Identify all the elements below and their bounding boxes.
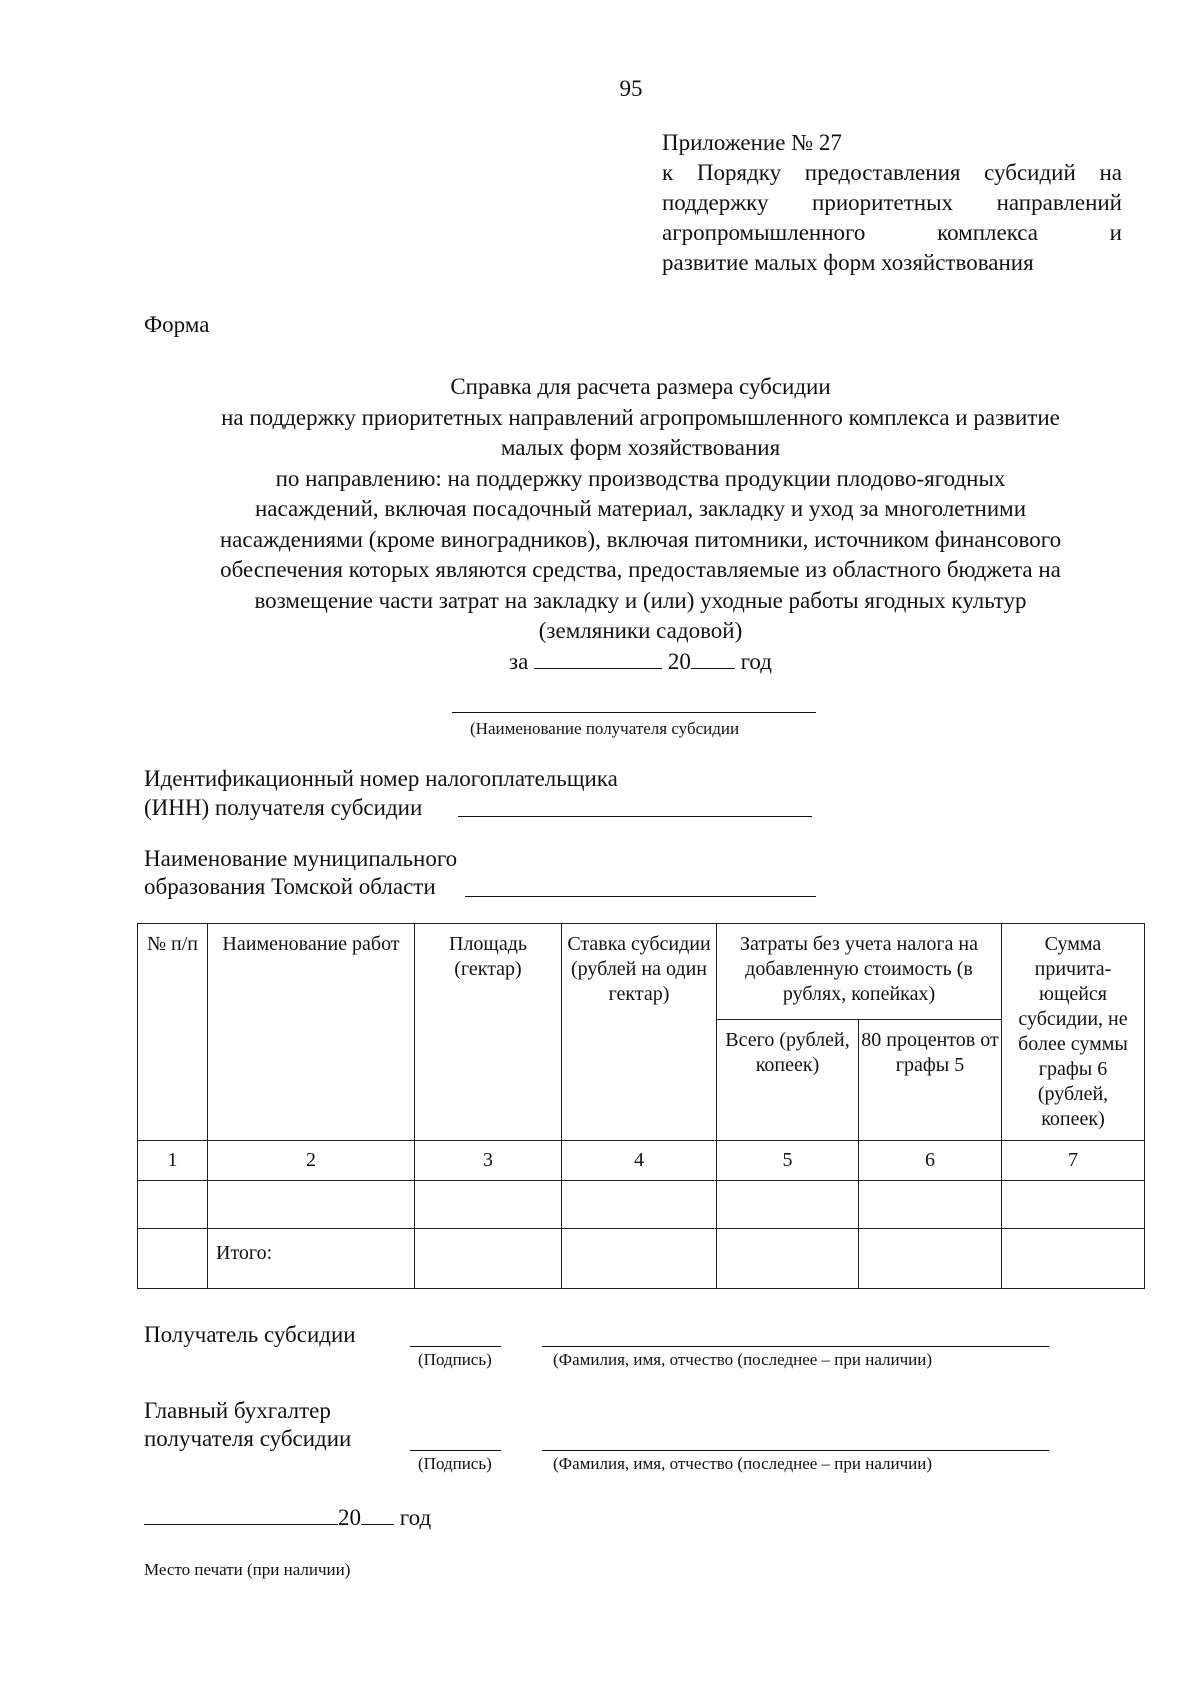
inn-field[interactable] [458,816,812,817]
period-line [137,647,1144,678]
cell[interactable] [138,1181,208,1229]
header-number: № п/п [138,924,208,1141]
accountant-label-2: получателя субсидии [144,1426,352,1451]
date-line [144,1504,431,1531]
date-suffix: год [399,1505,432,1530]
appendix-line: к Порядку предоставления субсидий на [662,160,1122,185]
cell[interactable] [717,1229,859,1289]
header-area: Площадь (гектар) [415,924,562,1141]
header-costs-group: Затраты без учета налога на добавленную стоимость (в рублях, копейках) [717,924,1002,1020]
cell[interactable] [1002,1181,1145,1229]
column-number: 4 [562,1141,717,1181]
header-rate: Ставка субсидии (рублей на один гектар) [562,924,717,1141]
column-number: 1 [138,1141,208,1181]
municipality-field[interactable] [465,896,816,897]
accountant-fullname-line[interactable] [542,1450,1049,1451]
heading-line: по направлению: на поддержку производства продукции плодово-ягодных [275,465,1006,491]
recipient-name-caption: (Наименование получателя субсидии [470,719,740,738]
fullname-caption: (Фамилия, имя, отчество (последнее – при наличии) [553,1454,933,1473]
accountant-label-1: Главный бухгалтер [144,1398,331,1423]
inn-label-1: Идентификационный номер налогоплательщика [144,766,618,791]
header-80-percent: 80 процентов от графы 5 [859,1020,1002,1141]
heading-line: возмещение части затрат на закладку и (или) уходные работы ягодных культур [254,587,1027,613]
signature-caption: (Подпись) [418,1454,492,1473]
period-suffix: год [740,648,772,674]
municipality-label-2: образования Томской области [144,874,436,899]
heading-line: обеспечения которых являются средства, предоставляемые из областного бюджета на [220,557,1061,582]
date-blank[interactable] [144,1504,338,1525]
heading-line: малых форм хозяйствования [500,435,781,460]
cell[interactable] [415,1181,562,1229]
appendix-line: поддержку приоритетных направлений [662,190,1122,215]
appendix-line: агропромышленного комплекса и [662,220,1122,245]
cell[interactable] [717,1181,859,1229]
recipient-label: Получатель субсидии [144,1322,356,1347]
cell[interactable] [208,1181,415,1229]
total-row [138,1229,1145,1289]
subsidy-table [137,923,1145,1289]
header-total-costs: Всего (рублей, копеек) [717,1020,859,1141]
accountant-signature-line[interactable] [410,1450,501,1451]
document-heading [137,372,1144,677]
appendix-reference [662,128,1122,278]
heading-line: (земляники садовой) [538,618,743,643]
period-blank[interactable] [534,648,662,669]
appendix-line: развитие малых форм хозяйствования [662,250,1034,275]
heading-line: на поддержку приоритетных направлений агропромышленного комплекса и развитие [221,404,1060,430]
cell [138,1229,208,1289]
cell[interactable] [1002,1229,1145,1289]
cell[interactable] [562,1181,717,1229]
total-label: Итого: [208,1229,415,1289]
column-number: 2 [208,1141,415,1181]
column-number: 6 [859,1141,1002,1181]
column-number: 5 [717,1141,859,1181]
column-number: 3 [415,1141,562,1181]
recipient-name-line[interactable] [452,712,816,713]
header-subsidy-amount: Сумма причита-ющейся субсидии, не более суммы графы 6 (рублей, копеек) [1002,924,1145,1141]
fullname-caption: (Фамилия, имя, отчество (последнее – при наличии) [553,1350,933,1369]
heading-line: насаждений, включая посадочный материал, закладку и уход за многолетними [254,496,1027,521]
municipality-label-1: Наименование муниципального [144,846,458,871]
cell[interactable] [415,1229,562,1289]
cell[interactable] [859,1181,1002,1229]
column-number: 7 [1002,1141,1145,1181]
cell[interactable] [859,1229,1002,1289]
recipient-signature-line[interactable] [410,1346,501,1347]
date-year-blank[interactable] [361,1504,394,1525]
heading-line: Справка для расчета размера субсидии [450,374,831,399]
header-work-name: Наименование работ [208,924,415,1141]
year-blank[interactable] [691,648,735,669]
form-label: Форма [144,312,210,337]
heading-line: насаждениями (кроме виноградников), включая питомники, источником финансового [219,526,1062,552]
inn-label-2: (ИНН) получателя субсидии [144,795,423,820]
page-number: 95 [619,76,643,101]
stamp-place: Место печати (при наличии) [144,1560,351,1579]
cell[interactable] [562,1229,717,1289]
table-row [138,1181,1145,1229]
signature-caption: (Подпись) [418,1350,492,1369]
appendix-title: Приложение № 27 [662,130,842,155]
recipient-fullname-line[interactable] [542,1346,1049,1347]
period-prefix: за [509,648,529,674]
date-year: 20 [338,1505,361,1530]
period-year: 20 [667,648,691,674]
